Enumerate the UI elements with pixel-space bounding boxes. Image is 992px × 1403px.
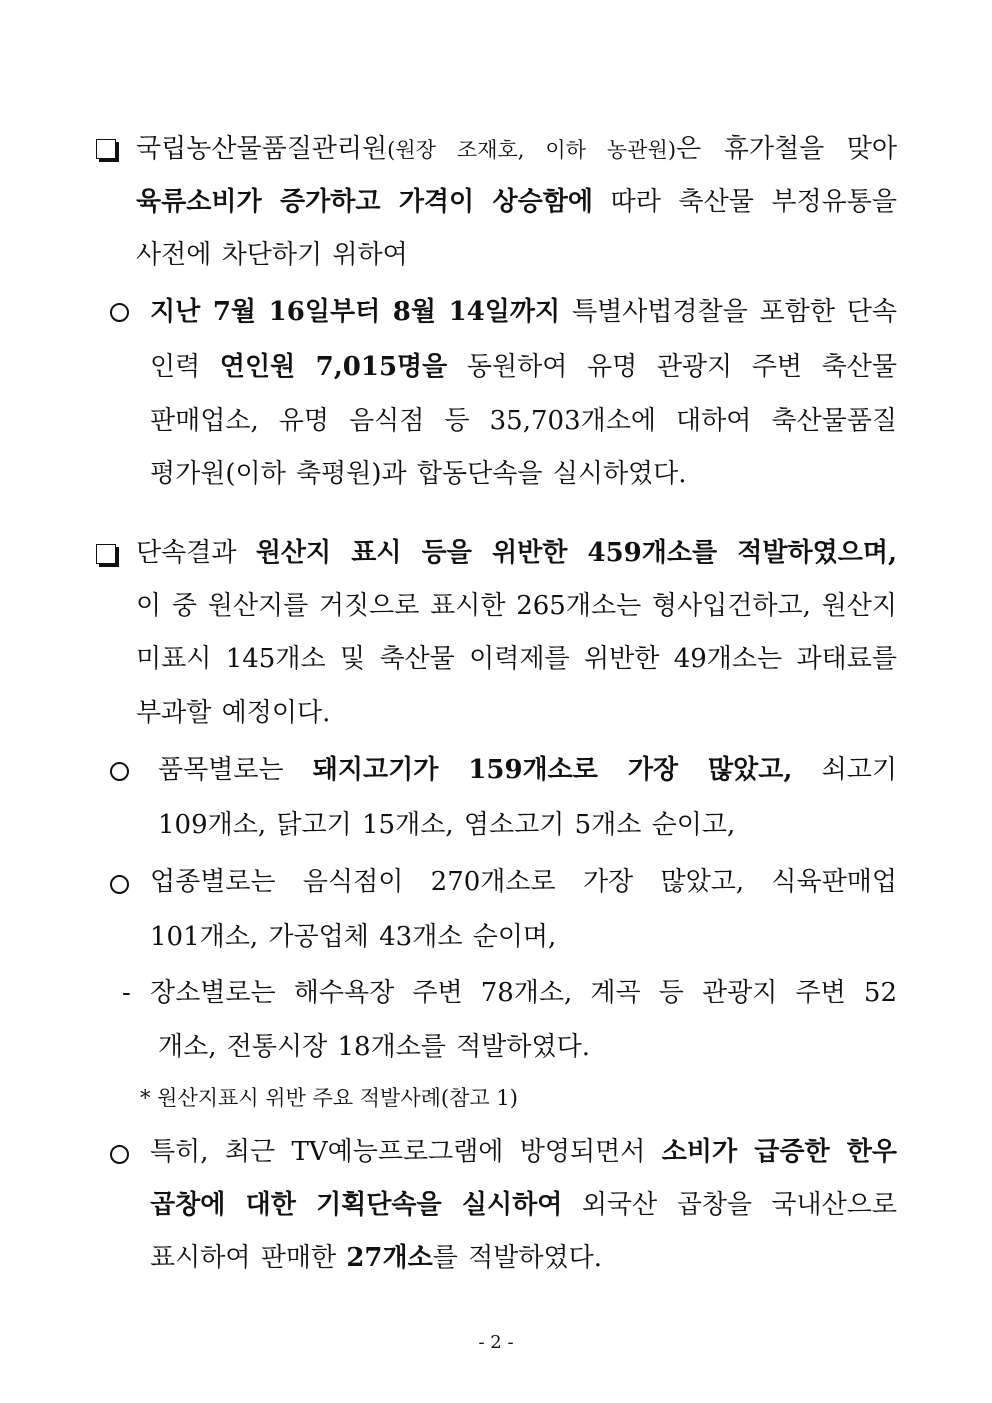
p2-line-4 (150, 461, 897, 487)
p2-text: 판매업소, 유명 음식점 등 35,703개소에 대하여 축산물품질 (150, 406, 897, 436)
p1-text: 은 휴가철을 맞아 (676, 134, 898, 164)
p3-line-2 (136, 593, 897, 619)
p2-text: 특별사법경찰을 포함한 단속 (560, 297, 897, 327)
p2-text: 평가원(이하 축평원)과 합동단속을 실시하였다. (150, 459, 687, 489)
p6-text: 장소별로는 해수욕장 주변 78개소, 계곡 등 관광지 주변 52 (150, 978, 897, 1008)
p7-emphasis: 곱창에 대한 기획단속을 실시하여 (150, 1190, 563, 1220)
p1-org-name: 국립농산물품질관리원 (136, 134, 388, 164)
p1-text: 따라 축산물 부정유통을 (593, 187, 897, 217)
p2-text: 동원하여 유명 관광지 주변 축산물 (447, 352, 897, 382)
p5-text: 101개소, 가공업체 43개소 순이며, (150, 922, 557, 952)
p2-personnel: 연인원 7,015명을 (219, 352, 448, 382)
p1-line-3 (136, 242, 897, 268)
p1-org-note: (원장 조재호, 이하 농관원) (387, 138, 677, 162)
p4-text: 품목별로는 (158, 755, 313, 785)
p3-line-4 (136, 700, 897, 726)
p1-text: 사전에 차단하기 위하여 (136, 240, 408, 270)
p2-line-3 (150, 408, 897, 434)
p4-text: 쇠고기 (792, 755, 897, 785)
p5-text: 업종별로는 음식점이 270개소로 가장 많았고, 식육판매업 (150, 867, 897, 897)
circle-bullet-icon (110, 875, 129, 894)
p7-line-2 (150, 1192, 897, 1218)
dash-bullet: - (122, 978, 131, 1008)
p1-line-2 (136, 189, 897, 215)
p4-line-2 (158, 812, 897, 838)
p3-text: 단속결과 (136, 538, 256, 568)
circle-bullet-icon (110, 762, 129, 781)
p6-text: 개소, 전통시장 18개소를 적발하였다. (158, 1032, 591, 1062)
p1-emphasis: 육류소비가 증가하고 가격이 상승함에 (136, 187, 594, 217)
p5-line-2 (150, 924, 897, 950)
circle-bullet-icon (110, 1145, 129, 1164)
p3-text: 미표시 145개소 및 축산물 이력제를 위반한 49개소는 과태료를 (136, 644, 897, 674)
p2-line-2 (150, 354, 897, 380)
p7-text: 외국산 곱창을 국내산으로 (562, 1190, 897, 1220)
p2-text: 인력 (150, 352, 220, 382)
p7-line-3 (150, 1245, 897, 1271)
p2-period: 지난 7월 16일부터 8월 14일까지 (150, 297, 561, 327)
p5-line-1 (150, 869, 897, 895)
circle-bullet-icon (110, 303, 129, 322)
p6-line-1 (150, 980, 897, 1006)
p4-line-1 (158, 757, 897, 783)
p7-text: 를 적발하였다. (432, 1243, 602, 1273)
p3-text: 부과할 예정이다. (136, 698, 331, 728)
square-bullet-icon (96, 544, 116, 564)
p3-emphasis: 원산지 표시 등을 위반한 459개소를 적발하였으며, (255, 538, 897, 568)
p3-line-3 (136, 646, 897, 672)
p7-count: 27개소 (346, 1243, 433, 1273)
p7-emphasis: 소비가 급증한 한우 (661, 1137, 897, 1167)
p2-line-1 (150, 299, 897, 325)
p7-line-1 (150, 1139, 897, 1165)
p4-text: 109개소, 닭고기 15개소, 염소고기 5개소 순이고, (158, 810, 736, 840)
p6-line-2 (158, 1034, 897, 1060)
reference-note: * 원산지표시 위반 주요 적발사례(참고 1) (140, 1086, 518, 1110)
p7-text: 표시하여 판매한 (150, 1243, 347, 1273)
p7-text: 특히, 최근 TV예능프로그램에 방영되면서 (150, 1137, 662, 1167)
p3-text: 이 중 원산지를 거짓으로 표시한 265개소는 형사입건하고, 원산지 (136, 591, 897, 621)
square-bullet-icon (96, 139, 116, 159)
p1-line-1 (136, 136, 897, 162)
p3-line-1 (136, 540, 897, 566)
page-number: - 2 - (478, 1332, 514, 1353)
p4-emphasis: 돼지고기가 159개소로 가장 많았고, (312, 755, 793, 785)
